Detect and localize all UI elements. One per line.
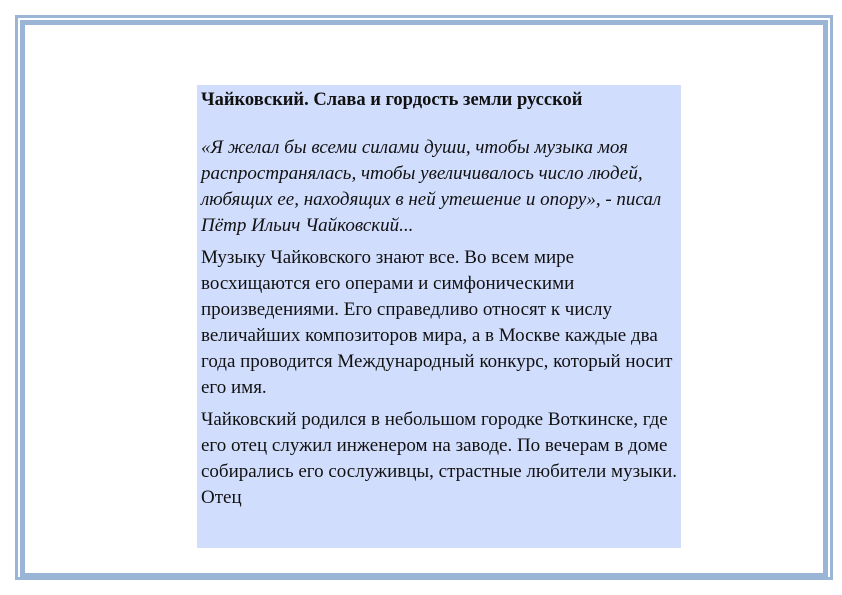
paragraph-1: Музыку Чайковского знают все. Во всем мире восхищаются его операми и симфоническими произведениями. Его справедливо относят к числу величайших композиторов мира, а в Москве каждые два года проводится Международный конкурс, который носит его имя. (201, 247, 673, 398)
slide-title: Чайковский. Слава и гордость земли русской (201, 90, 583, 110)
paragraph-2: Чайковский родился в небольшом городке Воткинске, где его отец служил инженером на заводе. По вечерам в доме собирались его сослуживцы, страстные любители музыки. Отец (201, 409, 677, 508)
text-box (197, 85, 681, 548)
quote-text: «Я желал бы всеми силами души, чтобы музыка моя распространялась, чтобы увеличивалось число людей, любящих ее, находящих в ней утешение и опору», - писал Пётр Ильич Чайковский... (201, 137, 662, 236)
